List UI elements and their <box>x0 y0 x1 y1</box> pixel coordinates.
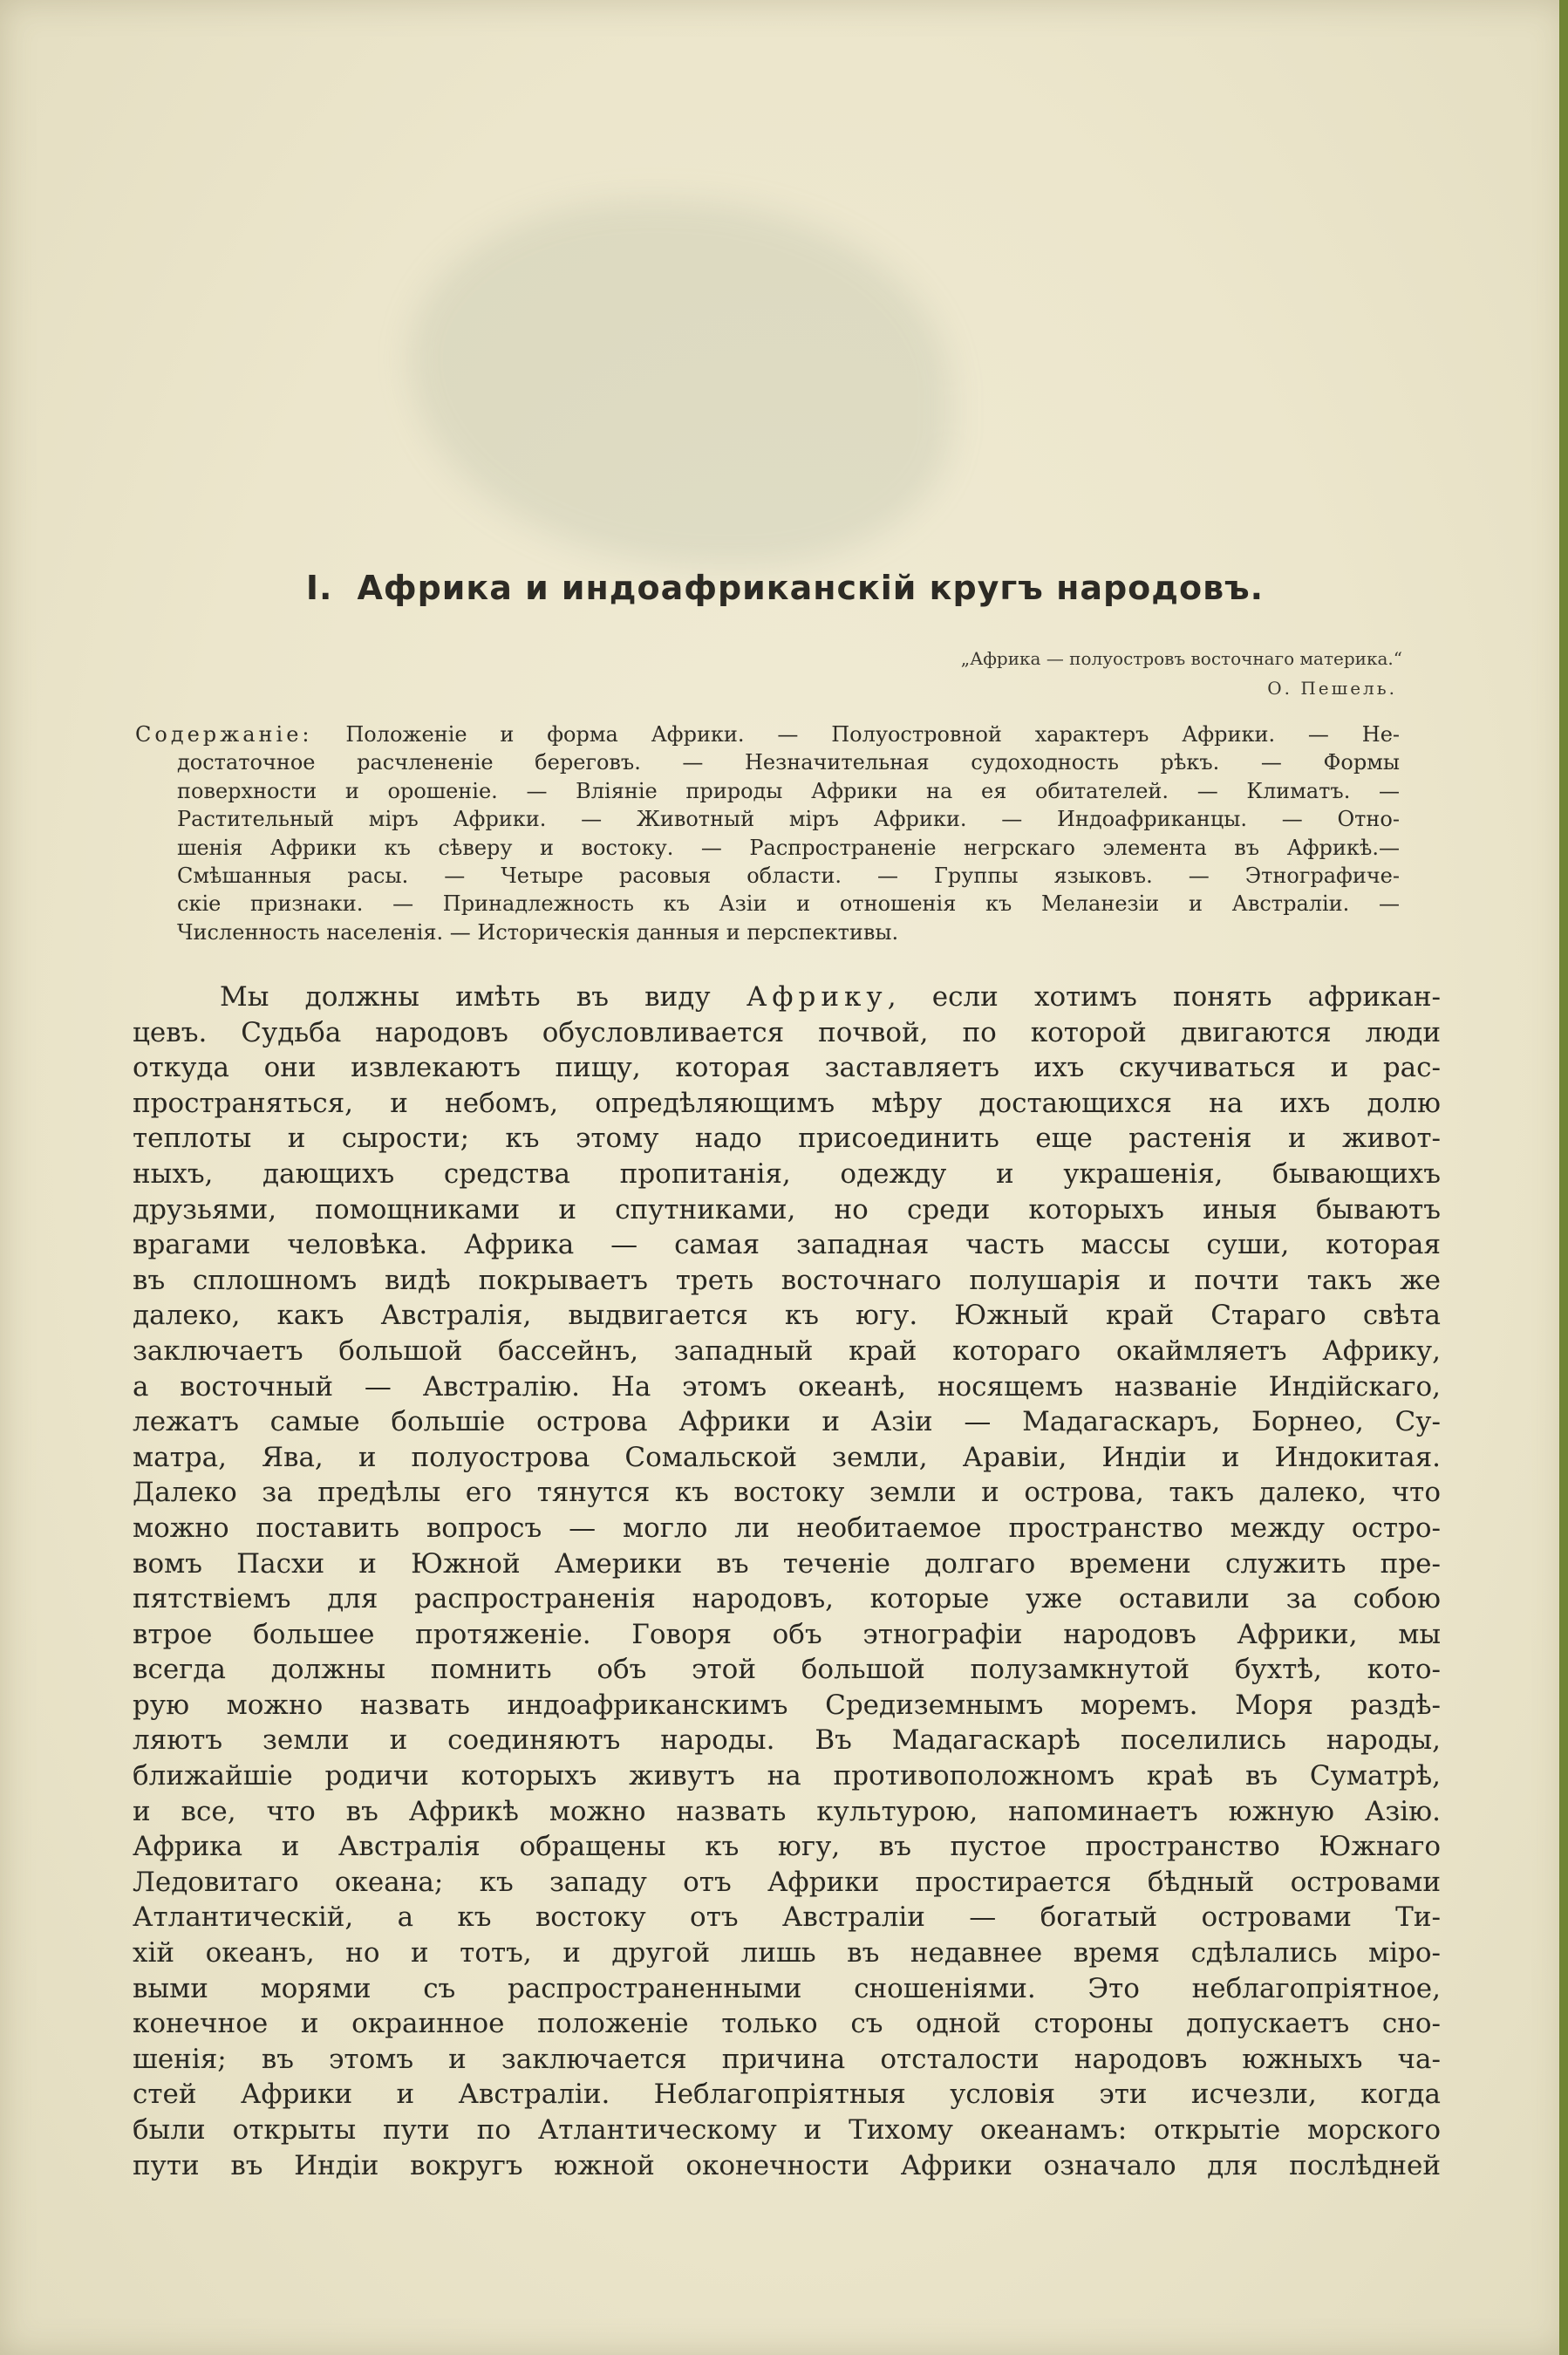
chapter-number: I. <box>305 569 333 607</box>
text-line: ляютъ земли и соединяютъ народы. Въ Мадагаскарѣ поселились народы, <box>133 1724 1441 1757</box>
body-text <box>133 980 1441 2183</box>
text-line: были открыты пути по Атлантическому и Тихому океанамъ: открытіе морского <box>133 2114 1441 2146</box>
text-line: теплоты и сырости; къ этому надо присоединить еще растенія и живот- <box>133 1123 1441 1155</box>
text-line: вомъ Пасхи и Южной Америки въ теченіе долгаго времени служить пре- <box>133 1547 1441 1580</box>
text-line: далеко, какъ Австралія, выдвигается къ югу. Южный край Стараго свѣта <box>133 1300 1441 1332</box>
text-line: выми морями съ распространенными сношеніями. Это неблагопріятное, <box>133 1972 1441 2004</box>
chapter-title <box>131 569 1439 607</box>
text-line: хій океанъ, но и тотъ, и другой лишь въ недавнее время сдѣлались міро- <box>133 1937 1441 1969</box>
chapter-contents <box>135 720 1400 946</box>
text-line: Ледовитаго океана; къ западу отъ Африки простирается бѣдный островами <box>133 1866 1441 1898</box>
contents-line: Численность населенія. — Историческія данныя и перспективы. <box>177 919 899 945</box>
text-line: пути въ Индіи вокругъ южной оконечности Африки означало для послѣдней <box>133 2149 1441 2181</box>
contents-line: достаточное расчлененіе береговъ. — Незначительная судоходность рѣкъ. — Формы <box>177 750 1400 775</box>
text-line: Атлантическій, а къ востоку отъ Австраліи — богатый островами Ти- <box>133 1901 1441 1934</box>
text-line: втрое большее протяженіе. Говоря объ этнографіи народовъ Африки, мы <box>133 1618 1441 1650</box>
text-line: можно поставить вопросъ — могло ли необитаемое пространство между остро- <box>133 1512 1441 1544</box>
text-line: врагами человѣка. Африка — самая западная часть массы суши, которая <box>133 1229 1441 1261</box>
text-line: Далеко за предѣлы его тянутся къ востоку земли и острова, такъ далеко, что <box>133 1477 1441 1509</box>
epigraph <box>785 644 1402 703</box>
text-line: пространяться, и небомъ, опредѣляющимъ мѣру достающихся на ихъ долю <box>133 1087 1441 1119</box>
text-line: рую можно назвать индоафриканскимъ Средиземнымъ моремъ. Моря раздѣ- <box>133 1689 1441 1721</box>
text-line: пятствіемъ для распространенія народовъ, которые уже оставили за собою <box>133 1583 1441 1615</box>
text-line: и все, что въ Африкѣ можно назвать культурою, напоминаетъ южную Азію. <box>133 1795 1441 1827</box>
page-edge <box>1559 0 1568 2355</box>
chapter-title-text: Африка и индоафриканскій кругъ народовъ. <box>357 569 1265 607</box>
contents-heading: Содержаніе: <box>135 722 313 747</box>
emphasized-word: Африку <box>746 981 888 1013</box>
text-line: лежатъ самые большіе острова Африки и Азіи — Мадагаскаръ, Борнео, Су- <box>133 1406 1441 1438</box>
text-line: откуда они извлекаютъ пищу, которая заставляетъ ихъ скучиваться и рас- <box>133 1052 1441 1084</box>
contents-line: Содержаніе: Положеніе и форма Африки. — Полуостровной характеръ Африки. — Не- <box>135 722 1400 747</box>
text-line: всегда должны помнить объ этой большой полузамкнутой бухтѣ, кото- <box>133 1654 1441 1686</box>
text-line: ближайшіе родичи которыхъ живутъ на противоположномъ краѣ въ Суматрѣ, <box>133 1760 1441 1792</box>
text-line: а восточный — Австралію. На этомъ океанѣ, носящемъ названіе Индійскаго, <box>133 1370 1441 1403</box>
text-line: друзьями, помощниками и спутниками, но среди которыхъ иныя бываютъ <box>133 1193 1441 1225</box>
text-line: конечное и окраинное положеніе только съ одной стороны допускаетъ сно- <box>133 2008 1441 2040</box>
paper-stain <box>410 201 951 567</box>
text-line: заключаетъ большой бассейнъ, западный край котораго окаймляетъ Африку, <box>133 1334 1441 1367</box>
text-line: стей Африки и Австраліи. Неблагопріятныя условія эти исчезли, когда <box>133 2079 1441 2111</box>
contents-line: Растительный міръ Африки. — Животный міръ Африки. — Индоафриканцы. — Отно- <box>177 807 1400 832</box>
text-line: Мы должны имѣть въ виду Африку, если хотимъ понять африкан- <box>220 981 1441 1013</box>
text-line: цевъ. Судьба народовъ обусловливается почвой, по которой двигаются люди <box>133 1016 1441 1048</box>
contents-line: шенія Африки къ сѣверу и востоку. — Распространеніе негрскаго элемента въ Африкѣ.— <box>177 835 1400 860</box>
contents-line: поверхности и орошеніе. — Вліяніе природы Африки на ея обитателей. — Климатъ. — <box>177 778 1400 803</box>
text-line: шенія; въ этомъ и заключается причина отсталости народовъ южныхъ ча- <box>133 2043 1441 2075</box>
text-line: ныхъ, дающихъ средства пропитанія, одежду и украшенія, бывающихъ <box>133 1157 1441 1190</box>
epigraph-author: О. Пешель. <box>1267 678 1397 699</box>
text-line: Африка и Австралія обращены къ югу, въ пустое пространство Южнаго <box>133 1831 1441 1863</box>
contents-line: Смѣшанныя расы. — Четыре расовыя области. — Группы языковъ. — Этнографиче- <box>177 864 1400 889</box>
text-line: въ сплошномъ видѣ покрываетъ треть восточнаго полушарія и почти такъ же <box>133 1264 1441 1296</box>
contents-line: скіе признаки. — Принадлежность къ Азіи и отношенія къ Меланезіи и Австраліи. — <box>177 891 1400 917</box>
text-line: матра, Ява, и полуострова Сомальской земли, Аравіи, Индіи и Индокитая. <box>133 1441 1441 1473</box>
epigraph-quote: „Африка — полуостровъ восточнаго материка.“ <box>960 648 1402 669</box>
